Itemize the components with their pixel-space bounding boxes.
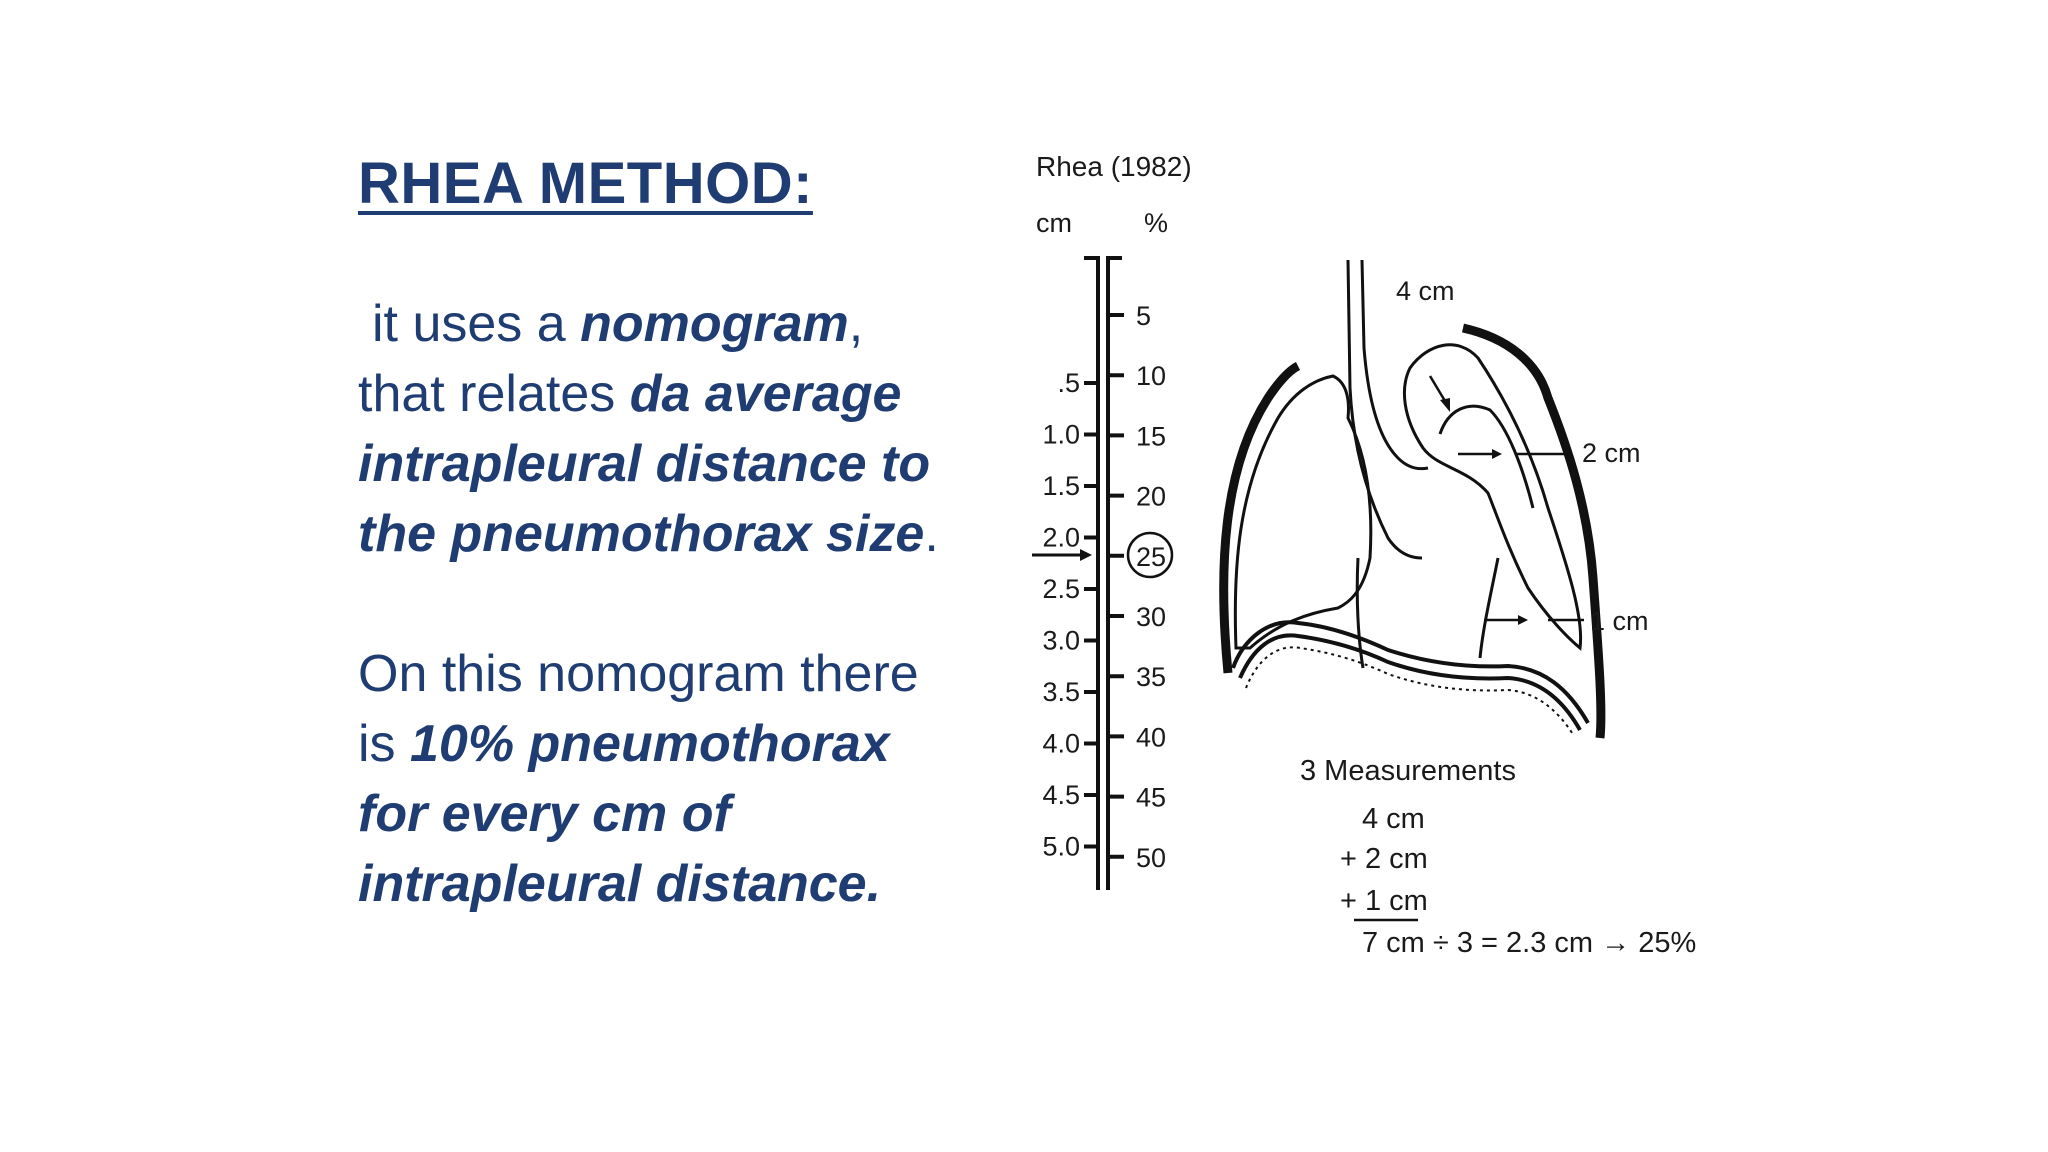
paragraph-ten-percent-rule xyxy=(358,639,1018,919)
rhea-figure xyxy=(1028,148,1697,970)
cm-tick-label: 1.5 xyxy=(1042,471,1080,501)
cm-header: cm xyxy=(1036,208,1072,238)
slide-title: RHEA METHOD: xyxy=(358,151,813,216)
text-distance: intrapleural distance xyxy=(358,855,867,913)
cm-tick-label: 2.0 xyxy=(1042,522,1080,553)
percent-tick-label: 20 xyxy=(1136,481,1167,512)
text-is: is xyxy=(358,715,410,773)
calc-line-2: + 2 cm xyxy=(1340,843,1428,875)
percent-tick-label: 10 xyxy=(1136,361,1167,392)
cm-tick-label: 3.5 xyxy=(1042,677,1080,707)
text-ten-percent: 10% pneumothorax xyxy=(410,715,890,773)
calc-result: 7 cm ÷ 3 = 2.3 cm → 25% xyxy=(1362,927,1697,959)
source-label: Rhea (1982) xyxy=(1036,151,1192,182)
cm-tick-label: 2.5 xyxy=(1042,574,1080,604)
percent-tick-label: 30 xyxy=(1136,602,1167,632)
cm-tick-group xyxy=(1042,368,1100,862)
percent-header: % xyxy=(1144,208,1169,238)
text-every-cm: for every cm of xyxy=(358,785,731,843)
cm-tick-label: 1.0 xyxy=(1042,419,1080,450)
calc-title: 3 Measurements xyxy=(1300,755,1516,787)
text-average: da average xyxy=(629,365,902,423)
cm-tick-label: 5.0 xyxy=(1042,831,1080,862)
cm-tick-label: 3.0 xyxy=(1042,625,1080,656)
calc-line-3: + 1 cm xyxy=(1340,885,1428,917)
percent-tick-label: 45 xyxy=(1136,782,1167,813)
measure-mid-label: 2 cm xyxy=(1582,438,1641,468)
text-relates: that relates xyxy=(358,365,630,423)
text-lead: it uses a xyxy=(372,295,581,353)
cm-tick-label: .5 xyxy=(1057,368,1080,398)
text-period-2: . xyxy=(866,855,882,913)
percent-tick-label: 40 xyxy=(1136,722,1167,753)
percent-tick-label: 15 xyxy=(1136,421,1167,452)
measure-low-label: 1 cm xyxy=(1590,606,1649,636)
measure-top-label: 4 cm xyxy=(1396,276,1455,306)
paragraph-nomogram-definition xyxy=(358,289,1018,569)
text-on-this: On this nomogram there xyxy=(358,645,919,703)
text-period: . xyxy=(924,505,939,563)
text-comma: , xyxy=(848,295,864,353)
cm-tick-label: 4.0 xyxy=(1042,728,1080,759)
text-intrapleural: intrapleural distance to xyxy=(358,435,931,493)
percent-tick-label: 50 xyxy=(1136,842,1167,873)
cm-tick-label: 4.5 xyxy=(1042,780,1080,810)
percent-tick-label: 5 xyxy=(1136,301,1152,331)
text-nomogram: nomogram xyxy=(580,295,849,353)
calc-line-1: 4 cm xyxy=(1362,803,1425,835)
text-column xyxy=(358,150,1018,919)
percent-tick-group xyxy=(1106,301,1166,873)
chest-diagram xyxy=(1224,260,1601,738)
text-size: the pneumothorax size xyxy=(358,505,925,563)
percent-tick-label: 25 xyxy=(1136,541,1167,572)
percent-tick-label: 35 xyxy=(1136,662,1167,693)
nomogram-svg xyxy=(1028,148,1697,970)
